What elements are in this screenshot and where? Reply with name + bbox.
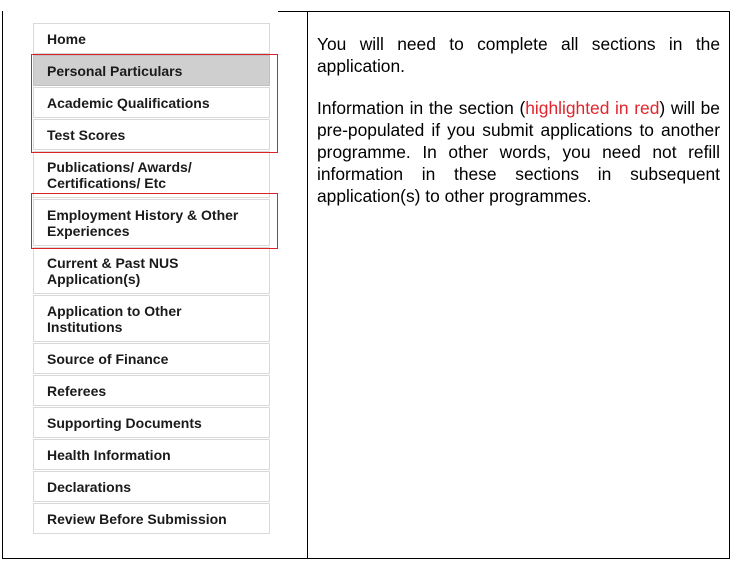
paragraph-text: ) will be pre-populated if you submit applications to another programme. In other words, you need not refill information in these sections in subsequent application(s) to other programmes. [317, 98, 720, 206]
menu-item-label: Academic Qualifications [47, 94, 210, 111]
menu-item-supporting-documents[interactable] [33, 407, 270, 438]
instructions-paragraph-2 [317, 97, 720, 207]
menu-item-home[interactable] [33, 23, 270, 54]
menu-item-label: Employment History & Other Experiences [47, 206, 239, 239]
application-section-menu [33, 23, 270, 535]
menu-item-label: Current & Past NUS Application(s) [47, 254, 179, 287]
menu-item-declarations[interactable] [33, 471, 270, 502]
instructions-paragraph-1: You will need to complete all sections in the application. [317, 34, 720, 76]
table-bottom-border [2, 558, 730, 559]
menu-item-employment-history[interactable] [33, 199, 270, 246]
menu-item-referees[interactable] [33, 375, 270, 406]
menu-item-nus-applications[interactable] [33, 247, 270, 294]
menu-item-health-information[interactable] [33, 439, 270, 470]
menu-item-academic-qualifications[interactable] [33, 87, 270, 118]
menu-item-label: Review Before Submission [47, 510, 227, 527]
menu-item-publications-awards[interactable] [33, 151, 270, 198]
instructions-panel [317, 33, 720, 227]
menu-item-source-of-finance[interactable] [33, 343, 270, 374]
menu-item-label: Supporting Documents [47, 414, 202, 431]
paragraph-text: Information in the section ( [317, 98, 526, 118]
menu-item-other-institutions[interactable] [33, 295, 270, 342]
table-right-border [729, 11, 730, 559]
menu-item-label: Declarations [47, 478, 132, 495]
menu-item-label: Application to Other Institutions [47, 302, 182, 335]
table-top-border [278, 11, 730, 12]
menu-item-review-before-submission[interactable] [33, 503, 270, 534]
menu-item-personal-particulars[interactable] [33, 55, 270, 86]
menu-item-label: Source of Finance [47, 350, 169, 367]
menu-item-label: Health Information [47, 446, 171, 463]
menu-item-test-scores[interactable] [33, 119, 270, 150]
table-column-divider [307, 11, 308, 559]
menu-item-label: Publications/ Awards/ Certifications/ Etc [47, 158, 192, 191]
menu-item-label: Personal Particulars [47, 62, 183, 79]
menu-item-label: Home [47, 30, 86, 47]
menu-item-label: Referees [47, 382, 107, 399]
highlighted-in-red-text: highlighted in red [525, 98, 660, 118]
table-left-border [2, 11, 3, 559]
menu-item-label: Test Scores [47, 126, 126, 143]
